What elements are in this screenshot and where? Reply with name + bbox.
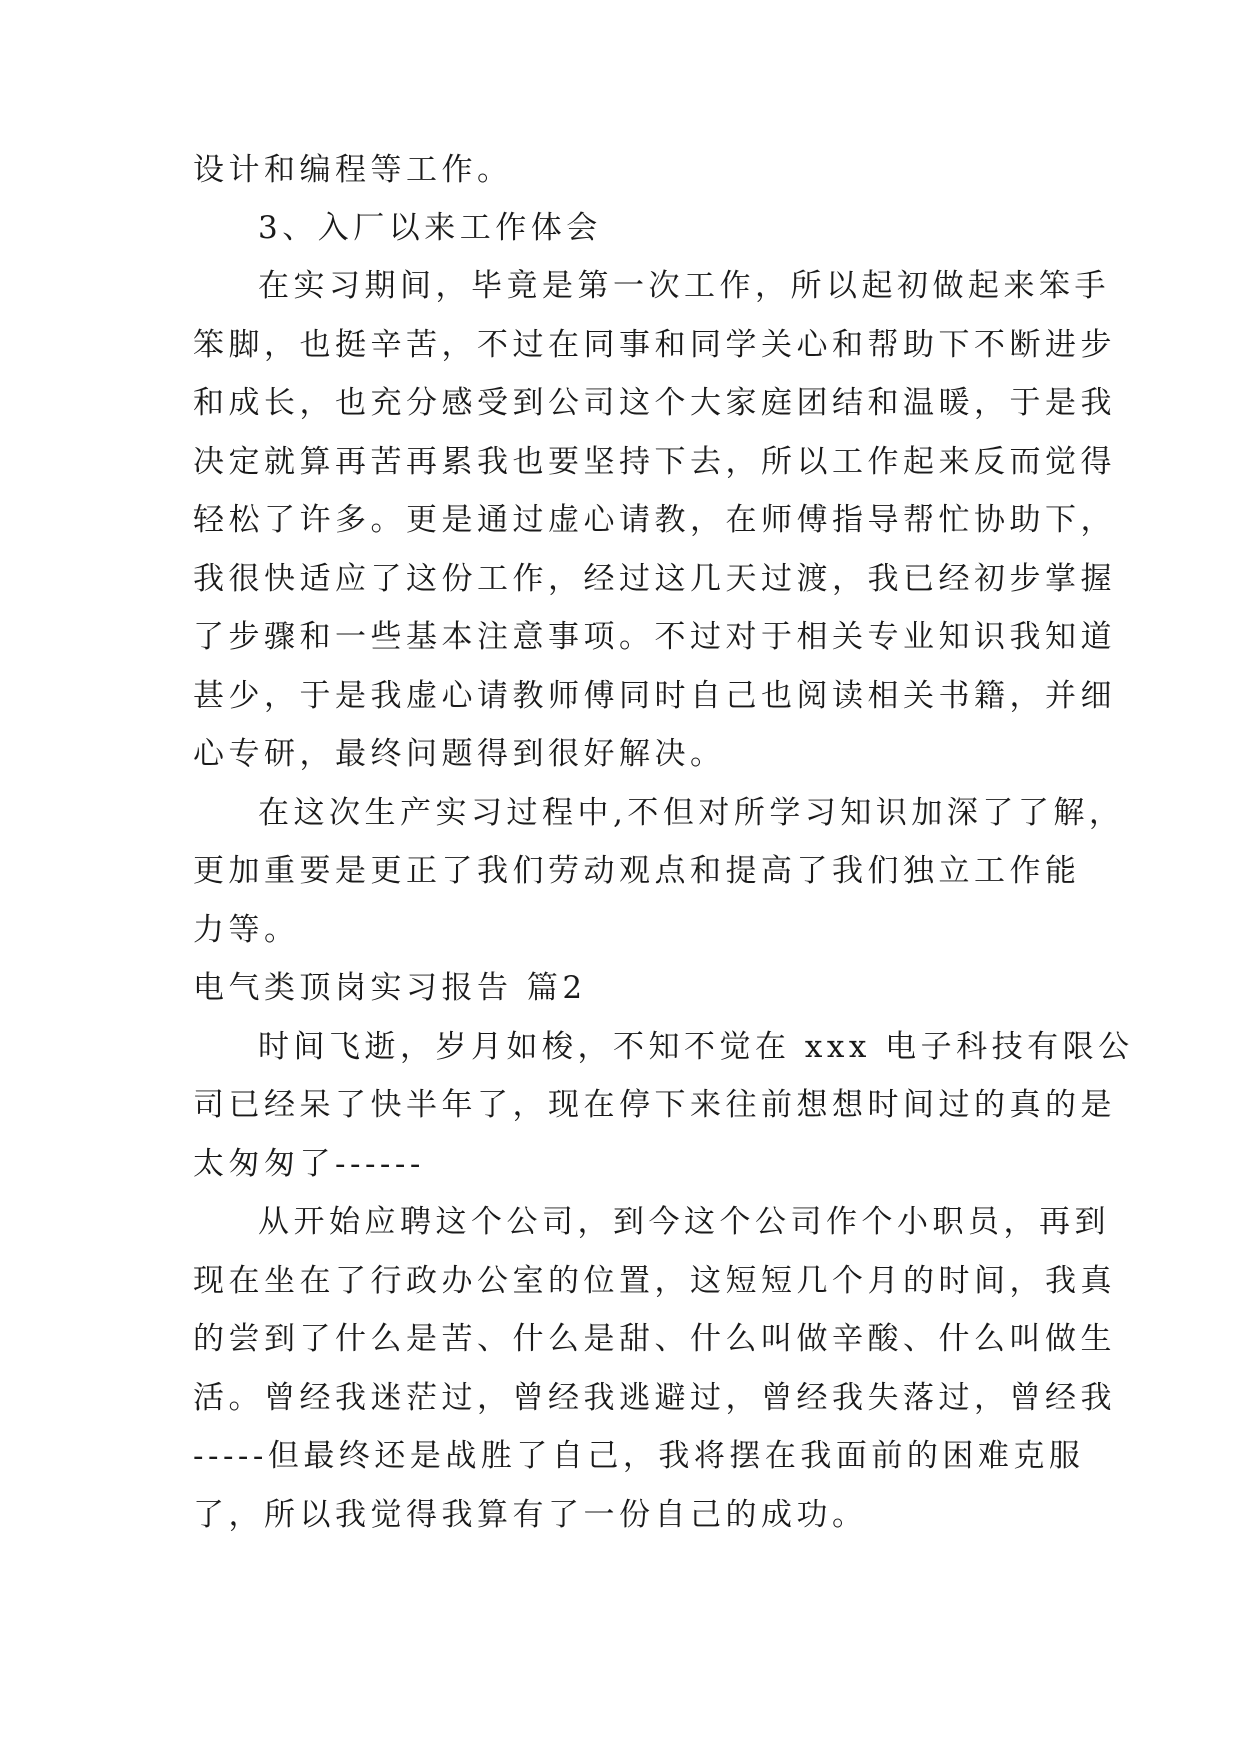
text-line: 和成长，也充分感受到公司这个大家庭团结和温暖，于是我: [193, 385, 1116, 421]
text-line: 司已经呆了快半年了，现在停下来往前想想时间过的真的是: [193, 1087, 1116, 1123]
text-line: -----但最终还是战胜了自己，我将摆在我面前的困难克服: [193, 1438, 1085, 1474]
text-line: 在这次生产实习过程中,不但对所学习知识加深了了解，: [258, 795, 1125, 831]
text-line: 甚少，于是我虚心请教师傅同时自己也阅读相关书籍，并细: [193, 678, 1116, 714]
report-title: 电气类顶岗实习报告 篇2: [193, 970, 587, 1006]
text-line: 我很快适应了这份工作，经过这几天过渡，我已经初步掌握: [193, 561, 1116, 597]
section-heading: 3、入厂以来工作体会: [258, 210, 602, 246]
text-line: 时间飞逝，岁月如梭，不知不觉在 xxx 电子科技有限公: [258, 1029, 1134, 1065]
text-line: 了步骤和一些基本注意事项。不过对于相关专业知识我知道: [193, 619, 1116, 655]
text-line: 的尝到了什么是苦、什么是甜、什么叫做辛酸、什么叫做生: [193, 1321, 1116, 1357]
text-line: 活。曾经我迷茫过，曾经我逃避过，曾经我失落过，曾经我: [193, 1380, 1116, 1416]
text-line: 从开始应聘这个公司，到今这个公司作个小职员，再到: [258, 1204, 1110, 1240]
text-line: 力等。: [193, 912, 300, 948]
text-line: 心专研，最终问题得到很好解决。: [193, 736, 726, 772]
text-line: 设计和编程等工作。: [193, 152, 513, 188]
text-line: 太匆匆了------: [193, 1146, 425, 1182]
text-line: 现在坐在了行政办公室的位置，这短短几个月的时间，我真: [193, 1263, 1116, 1299]
text-line: 更加重要是更正了我们劳动观点和提高了我们独立工作能: [193, 853, 1081, 889]
text-line: 笨脚，也挺辛苦，不过在同事和同学关心和帮助下不断进步: [193, 327, 1116, 363]
text-line: 了，所以我觉得我算有了一份自己的成功。: [193, 1497, 868, 1533]
text-line: 轻松了许多。更是通过虚心请教，在师傅指导帮忙协助下，: [193, 502, 1116, 538]
text-line: 在实习期间，毕竟是第一次工作，所以起初做起来笨手: [258, 268, 1110, 304]
text-line: 决定就算再苦再累我也要坚持下去，所以工作起来反而觉得: [193, 444, 1116, 480]
